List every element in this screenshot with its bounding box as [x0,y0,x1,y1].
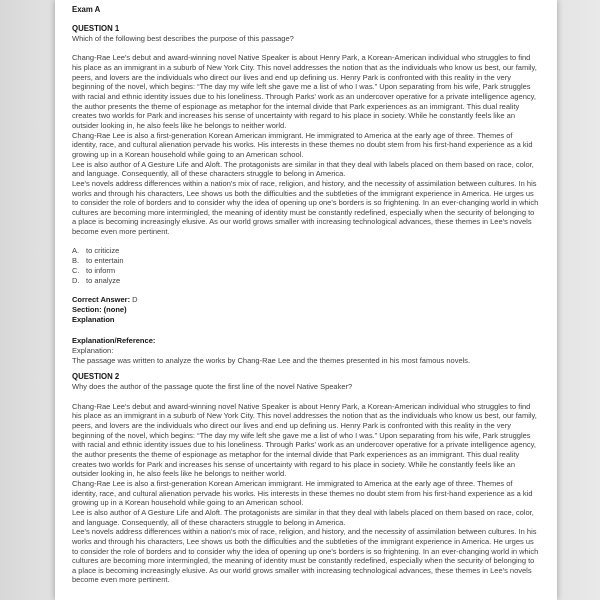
exam-title: Exam A [72,5,101,14]
question-2-block [72,372,539,585]
option-letter: D. [72,275,80,285]
answer-meta [72,295,539,324]
option-letter: A. [72,245,80,255]
option-text: to analyze [86,275,121,285]
passage-paragraph: Chang-Rae Lee's debut and award-winning novel Native Speaker is about Henry Park, a Korean-American individual who struggles to find his place as an immigrant in a suburb of New York City. This novel addresses the notion that as the individuals who know us best, our family, peers, and lovers are the individuals who direct our lives and end up defining us. Henry Park is confronted with this reality in the very beginning of the novel, which begins: “The day my wife left she gave me a list of who I was.” Upon separating from his wife, Park struggles with racial and ethnic identity issues due to his loneliness. Through Parks' work as an undercover operative for a private intelligence agency, the author presents the theme of espionage as metaphor for the internal divide that Park experiences as an immigrant. This dual reality creates two worlds for Park and increases his sense of uncertainty with regard to his place in society. While he constantly feels like an outsider looking in, he also feels like he belongs to neither world. [72,53,537,130]
question-2-heading: QUESTION 2 [72,372,120,382]
correct-answer-value: D [132,295,138,305]
option-letter: B. [72,255,80,265]
option-a [72,246,539,256]
option-text: to inform [86,265,116,275]
correct-answer-label: Correct Answer: [72,295,131,305]
passage-paragraph: Lee's novels address differences within a nation's mix of race, religion, and history, and the necessity of assimilation between cultures. In his works and through his characters, Lee shows us both the difficulties and the subtleties of the immigrant experience in America. He urges us to consider the role of borders and to consider why the idea of opening up one's borders is so frightening. In an ever-changing world in which cultures are becoming more intermingled, the meaning of identity must be constantly redefined, especially when the security of belonging to a place is becoming increasingly elusive. As our world grows smaller with increasing technological advances, these themes in Lee's novels become even more pertinent. [72,527,539,585]
option-c [72,266,539,276]
passage-paragraph: Chang-Rae Lee is also a first-generation Korean American immigrant. He immigrated to America at the early age of three. Themes of identity, race, and cultural alienation pervade his works. His interests in these themes no doubt stem from his first-hand experience as a kid growing up in a Korean household while going to an American school. [72,478,533,508]
explanation-label: Explanation: [72,346,114,356]
question-1-heading: QUESTION 1 [72,24,120,33]
question-1-text: Which of the following best describes the purpose of this passage? [72,33,294,43]
question-1-passage [72,53,539,236]
explanation-reference-heading: Explanation/Reference: [72,336,156,346]
question-1-block [72,24,539,365]
passage-paragraph: Chang-Rae Lee's debut and award-winning novel Native Speaker is about Henry Park, a Korean-American individual who struggles to find his place as an immigrant in a suburb of New York City. This novel addresses the notion that as the individuals who know us best, our family, peers, and lovers are the individuals who direct our lives and end up defining us. Henry Park is confronted with this reality in the very beginning of the novel, which begins: “The day my wife left she gave me a list of who I was.” Upon separating from his wife, Park struggles with racial and ethnic identity issues due to his loneliness. Through Parks' work as an undercover operative for a private intelligence agency, the author presents the theme of espionage as metaphor for the internal divide that Park experiences as an immigrant. This dual reality creates two worlds for Park and increases his sense of uncertainty with regard to his place in society. While he constantly feels like an outsider looking in, he also feels like he belongs to neither world. [72,401,537,479]
exam-document-page [55,0,557,600]
passage-paragraph: Lee is also author of A Gesture Life and Aloft. The protagonists are similar in that they deal with labels placed on them based on race, color, and language. Consequently, all of these characters struggle to belong in America. [72,507,534,527]
explanation-text: The passage was written to analyze the works by Chang-Rae Lee and the themes presented in his most famous novels. [72,355,471,365]
question-2-passage [72,402,539,585]
passage-paragraph: Lee is also author of A Gesture Life and Aloft. The protagonists are similar in that they deal with labels placed on them based on race, color, and language. Consequently, all of these characters struggle to belong in America. [72,159,534,179]
answer-options [72,246,539,286]
option-letter: C. [72,265,80,275]
explanation-heading: Explanation [72,314,115,324]
section-line: Section: (none) [72,305,127,315]
option-text: to criticize [86,245,120,255]
correct-answer-line [72,295,539,305]
question-2-text: Why does the author of the passage quote the first line of the novel Native Speaker? [72,382,353,391]
passage-paragraph: Chang-Rae Lee is also a first-generation Korean American immigrant. He immigrated to America at the early age of three. Themes of identity, race, and cultural alienation pervade his works. His interests in these themes no doubt stem from his first-hand experience as a kid growing up in a Korean household while going to an American school. [72,130,533,159]
option-text: to entertain [86,255,124,265]
option-d [72,276,539,286]
passage-paragraph: Lee's novels address differences within a nation's mix of race, religion, and history, and the necessity of assimilation between cultures. In his works and through his characters, Lee shows us both the difficulties and the subtleties of the immigrant experience in America. He urges us to consider the role of borders and to consider why the idea of opening up one's borders is so frightening. In an ever-changing world in which cultures are becoming more intermingled, the meaning of identity must be constantly redefined, especially when the security of belonging to a place is becoming increasingly elusive. As our world grows smaller with increasing technological advances, these themes in Lee's novels become even more pertinent. [72,178,539,237]
explanation-reference-block [72,336,539,365]
option-b [72,256,539,266]
